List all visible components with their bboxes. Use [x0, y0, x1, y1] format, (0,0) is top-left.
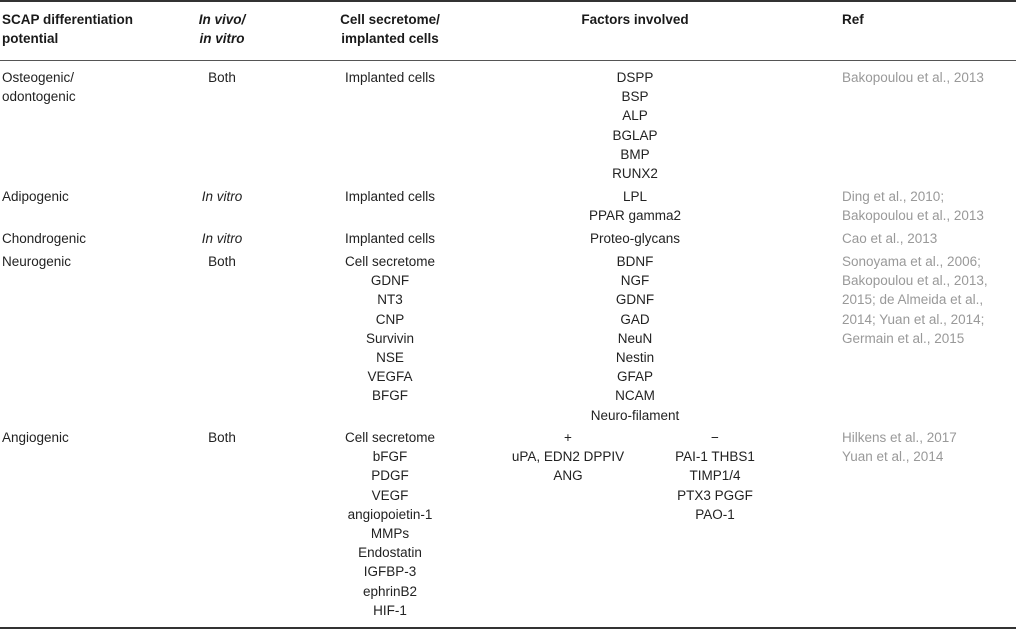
table-top-rule — [0, 0, 1016, 2]
cell-cells: Implanted cells — [344, 189, 436, 204]
cell-ref: Hilkens et al., 2017 Yuan et al., 2014 — [842, 430, 957, 465]
cell-factors: LPL PPAR gamma2 — [588, 189, 682, 224]
cell-ref: Bakopoulou et al., 2013 — [842, 70, 984, 85]
header-cell-secretome: Cell secretome/ implanted cells — [340, 12, 440, 46]
table-bottom-rule — [0, 627, 1016, 629]
cell-potential: Chondrogenic — [2, 231, 87, 246]
cell-ref: Sonoyama et al., 2006; Bakopoulou et al., 2013, 2015; de Almeida et al., 2014; Yuan et al., 2014; Germain et al., 2015 — [842, 254, 988, 346]
cell-vivo: In vitro — [201, 189, 243, 204]
header-rule — [0, 60, 1016, 61]
cell-potential: Adipogenic — [2, 189, 69, 204]
cell-factors: BDNF NGF GDNF GAD NeuN Nestin GFAP NCAM Neuro-filament — [590, 254, 680, 423]
header-ref: Ref — [842, 12, 864, 27]
cell-vivo: Both — [208, 430, 236, 445]
header-potential: SCAP differentiation potential — [2, 12, 134, 46]
cell-cells: Implanted cells — [344, 70, 436, 85]
header-factors-involved: Factors involved — [581, 12, 689, 27]
cell-ref: Cao et al., 2013 — [842, 231, 938, 246]
cell-potential: Osteogenic/ odontogenic — [2, 70, 76, 105]
cell-vivo: Both — [208, 254, 236, 269]
cell-potential: Neurogenic — [2, 254, 72, 269]
cell-vivo: In vitro — [201, 231, 243, 246]
cell-vivo: Both — [208, 70, 236, 85]
cell-potential: Angiogenic — [2, 430, 69, 445]
cell-ref: Ding et al., 2010; Bakopoulou et al., 2013 — [842, 189, 984, 224]
header-in-vivo-in-vitro: In vivo/ in vitro — [198, 12, 246, 46]
cell-factors: DSPP BSP ALP BGLAP BMP RUNX2 — [612, 70, 658, 182]
cell-factors-upregulated: + uPA, EDN2 DPPIV ANG — [511, 430, 625, 484]
cell-factors: Proteo-glycans — [589, 231, 681, 246]
cell-cells: Implanted cells — [344, 231, 436, 246]
cell-cells: Cell secretome bFGF PDGF VEGF angiopoietin-1 MMPs Endostatin IGFBP-3 ephrinB2 HIF-1 — [344, 430, 436, 618]
cell-cells: Cell secretome GDNF NT3 CNP Survivin NSE VEGFA BFGF — [344, 254, 436, 404]
cell-factors-downregulated: − PAI-1 THBS1 TIMP1/4 PTX3 PGGF PAO-1 — [675, 430, 755, 522]
